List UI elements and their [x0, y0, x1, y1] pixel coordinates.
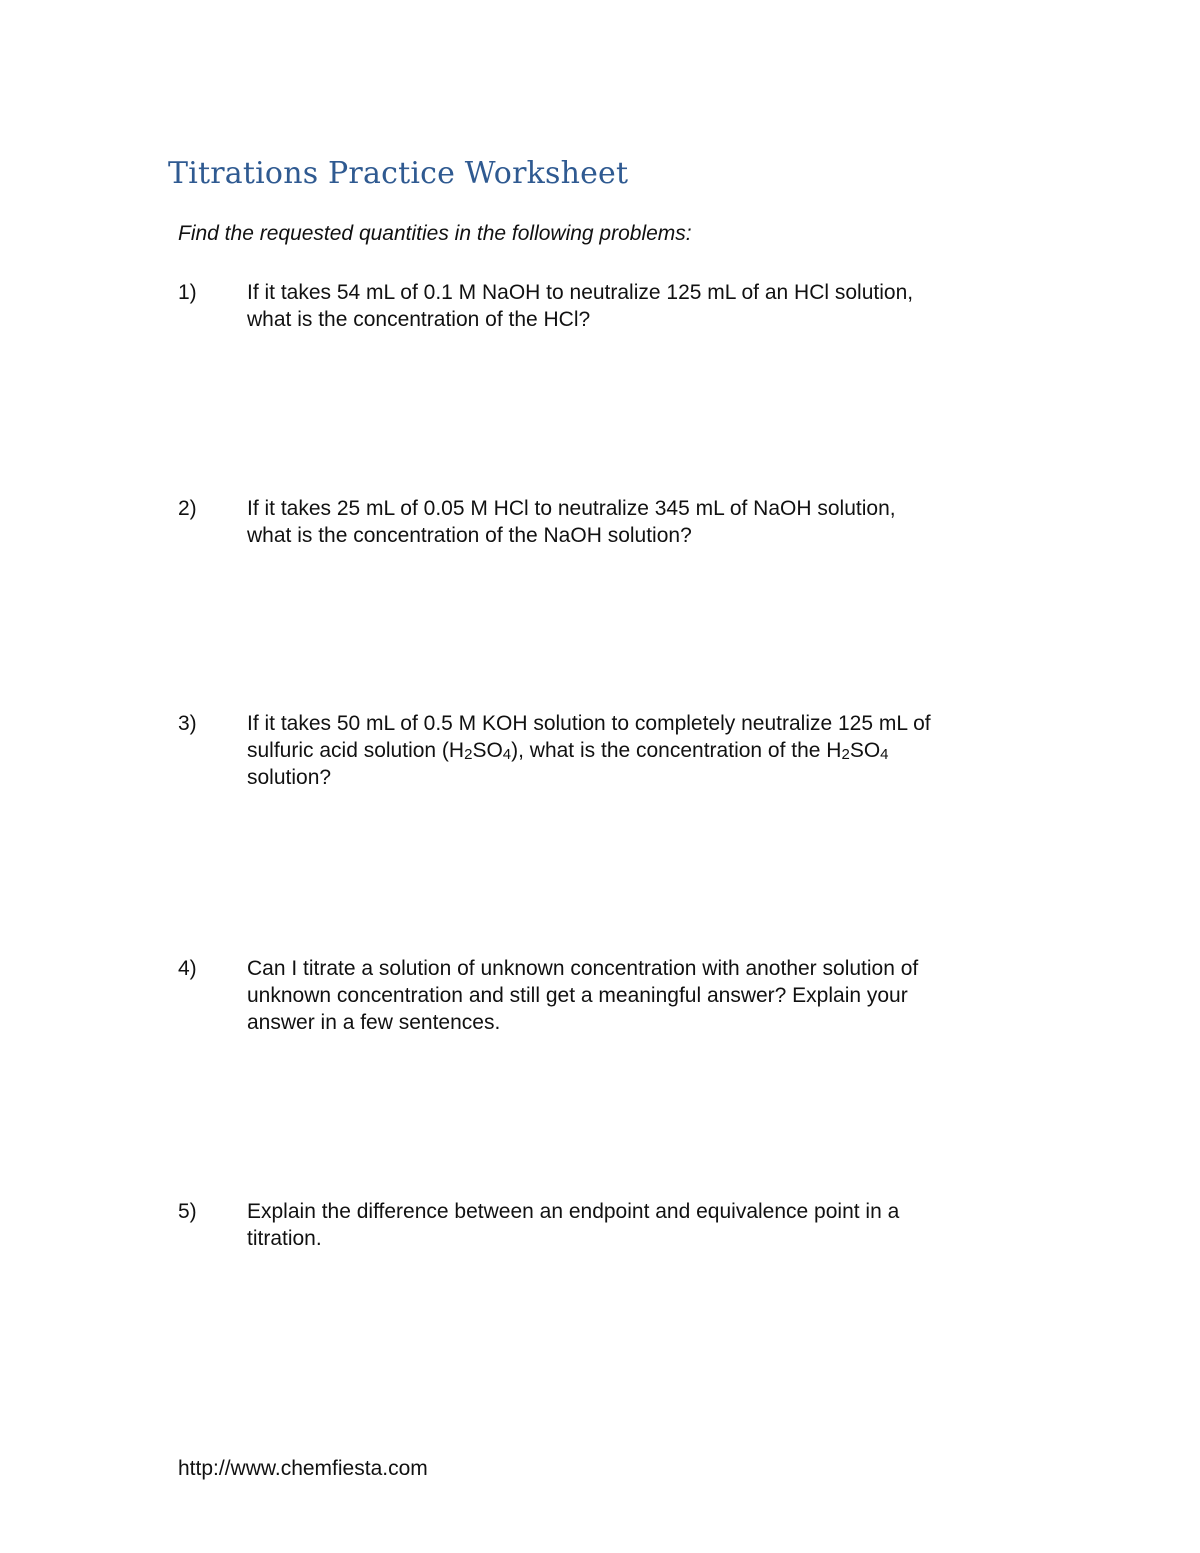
- question-text: [247, 279, 1037, 333]
- question-line: If it takes 54 mL of 0.1 M NaOH to neutralize 125 mL of an HCl solution,: [247, 281, 914, 304]
- line-text: sulfuric acid solution (H: [247, 739, 465, 762]
- question-line: solution?: [247, 766, 332, 789]
- subscript: 2: [464, 746, 473, 763]
- question-line: If it takes 50 mL of 0.5 M KOH solution to completely neutralize 125 mL of: [247, 712, 931, 735]
- subscript: 4: [502, 746, 512, 763]
- subscript: 4: [880, 746, 889, 763]
- subscript: 2: [841, 746, 850, 763]
- footer-url: http://www.chemfiesta.com: [178, 1457, 428, 1480]
- question-text: [247, 710, 1037, 791]
- question-line: unknown concentration and still get a meaningful answer? Explain your: [247, 984, 908, 1007]
- question-line: titration.: [247, 1227, 322, 1250]
- question-text: [247, 955, 1037, 1036]
- question-number: 2): [178, 497, 197, 520]
- line-text: ), what is the concentration of the H: [511, 739, 842, 762]
- question-line: Can I titrate a solution of unknown concentration with another solution of: [247, 957, 919, 980]
- question-number: 3): [178, 712, 197, 735]
- question-number: 5): [178, 1200, 197, 1223]
- question-line: Explain the difference between an endpoint and equivalence point in a: [247, 1200, 900, 1223]
- question-number: 4): [178, 957, 197, 980]
- question-line: what is the concentration of the NaOH solution?: [247, 524, 692, 547]
- question-line: answer in a few sentences.: [247, 1011, 501, 1034]
- formula-text: SO: [849, 739, 881, 762]
- question-text: [247, 1198, 1037, 1252]
- formula-text: SO: [472, 739, 503, 762]
- question-text: [247, 495, 1037, 549]
- page-title: Titrations Practice Worksheet: [168, 156, 629, 191]
- question-line: [247, 737, 1037, 764]
- question-line: what is the concentration of the HCl?: [247, 308, 591, 331]
- question-line: If it takes 25 mL of 0.05 M HCl to neutralize 345 mL of NaOH solution,: [247, 497, 896, 520]
- instructions: Find the requested quantities in the following problems:: [178, 222, 692, 245]
- question-number: 1): [178, 281, 197, 304]
